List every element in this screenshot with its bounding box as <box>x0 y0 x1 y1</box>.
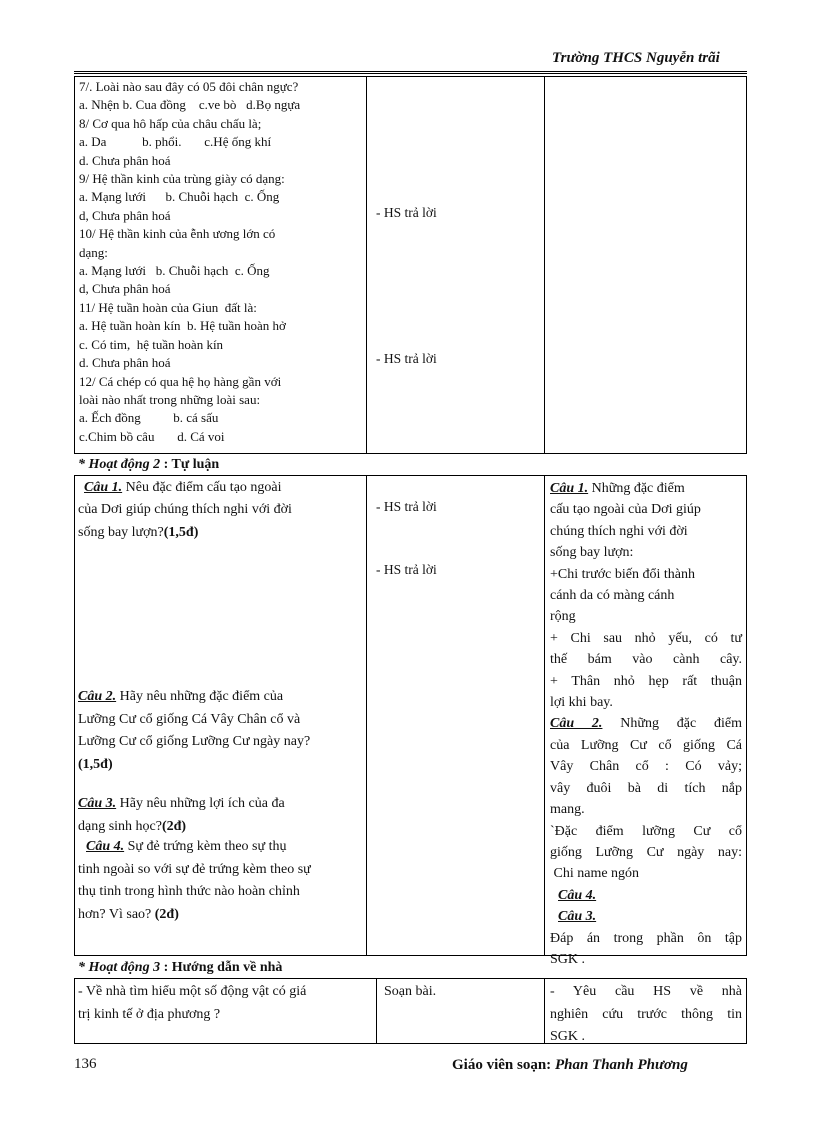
answer-line: lợi khi bay. <box>550 695 613 711</box>
answer-line: + Chi sau nhỏ yếu, có tư <box>550 630 742 646</box>
question-line: d. Chưa phân hoá <box>79 355 171 371</box>
question-3-points: (2đ) <box>161 818 187 834</box>
section2-col-divider-2 <box>544 475 545 956</box>
question-2-line2: Lưỡng Cư cổ giống Cá Vây Chân cổ và <box>78 711 301 727</box>
answer-column <box>550 478 742 970</box>
teacher-label: Giáo viên soạn: <box>452 1057 555 1073</box>
question-line: a. Da b. phổi. c.Hệ ống khí <box>79 134 272 150</box>
question-line: dạng: <box>79 244 108 260</box>
question-2-label: Câu 2. <box>78 689 117 704</box>
answer-2-label: Câu 2. <box>550 716 603 732</box>
answer-line: +Chi trước biến đổi thành <box>550 566 695 582</box>
question-line: 10/ Hệ thần kinh của ễnh ương lớn có <box>79 226 276 242</box>
section2-title-label: * Hoạt động 2 <box>78 457 161 472</box>
answer-line: Vây Chân cổ : Có vảy; <box>550 759 742 775</box>
answer-line: cấu tạo ngoài của Dơi giúp <box>550 502 701 518</box>
answer-1-lines <box>550 499 742 627</box>
teacher-name: Phan Thanh Phương <box>554 1057 688 1073</box>
header-divider <box>74 71 747 74</box>
homework-request-line1: - Yêu cầu HS về nhà <box>550 984 742 999</box>
answer-4-label: Câu 4. <box>558 887 597 903</box>
section3-title-label: * Hoạt động 3 <box>78 960 161 975</box>
question-2-points: (1,5đ) <box>78 756 113 772</box>
answer-line: cánh da có màng cánh <box>550 588 675 604</box>
school-header: Trường THCS Nguyễn trãi <box>552 50 720 66</box>
question-4 <box>78 836 362 926</box>
page-number: 136 <box>74 1056 97 1072</box>
answer-line: mang. <box>550 802 585 818</box>
question-4-line3: thụ tinh trong hình thức nào hoàn chỉnh <box>78 884 300 899</box>
answer-1-label: Câu 1. <box>550 481 589 496</box>
question-1-line3: sống bay lượn? <box>78 524 164 540</box>
answer-line: giống Lưỡng Cư ngày nay: <box>550 844 742 860</box>
answer-line: sống bay lượn: <box>550 545 634 561</box>
section3-col-divider-2 <box>544 978 545 1044</box>
answer-1-text: Những đặc điểm <box>588 481 685 496</box>
question-line: a. Mạng lưới b. Chuỗi hạch c. Ống <box>79 263 270 279</box>
homework-task-line2: trị kinh tế ở địa phương ? <box>78 1006 221 1022</box>
answer-2-lines <box>550 735 742 885</box>
answer-line: Chi name ngón <box>550 866 640 882</box>
answer-3-label: Câu 3. <box>558 909 597 925</box>
question-line: c. Có tim, hệ tuần hoàn kín <box>79 336 224 352</box>
question-line: d. Chưa phân hoá <box>79 152 171 168</box>
homework-task <box>78 981 374 1026</box>
section2-title-rest: : Tự luận <box>160 457 220 472</box>
answer-line: vây đuôi bà di tích nắp <box>550 780 742 796</box>
homework-middle: Soạn bài. <box>384 984 437 999</box>
section1-hs-answer-1: - HS trả lời <box>376 205 437 220</box>
question-2-text: Hãy nêu những đặc điểm của <box>116 689 284 704</box>
section2-col-divider-1 <box>366 475 367 956</box>
question-line: a. Ếch đồng b. cá sấu <box>79 410 219 426</box>
question-1-points: (1,5đ) <box>163 524 199 540</box>
question-line: 7/. Loài nào sau đây có 05 đôi chân ngực? <box>79 79 299 94</box>
answer-line: rộng <box>550 609 576 625</box>
question-line: c.Chim bồ câu d. Cá voi <box>79 428 225 444</box>
question-line: loài nào nhất trong những loài sau: <box>79 391 261 407</box>
answer-2-text: Những đặc điểm <box>602 716 742 732</box>
section3-col-divider-1 <box>376 978 377 1044</box>
question-line: a. Mạng lưới b. Chuỗi hạch c. Ống <box>79 189 280 205</box>
question-line: d, Chưa phân hoá <box>79 207 171 223</box>
homework-request <box>550 981 742 1049</box>
question-line: d, Chưa phân hoá <box>79 281 171 297</box>
homework-request-line2: nghiên cứu trước thông tin <box>550 1006 742 1022</box>
question-3 <box>78 793 362 838</box>
question-line: 9/ Hệ thần kinh của trùng giày có dạng: <box>79 171 285 187</box>
answer-line: của Lưỡng Cư cổ giống Cá <box>550 737 742 753</box>
question-4-line4: hơn? Vì sao? <box>78 906 155 922</box>
teacher-credit <box>452 1057 688 1074</box>
homework-task-line1: - Về nhà tìm hiểu một số động vật có giá <box>78 984 307 999</box>
question-3-line2: dạng sinh học? <box>78 818 162 834</box>
question-4-line2: tinh ngoài so với sự đẻ trứng kèm theo sự <box>78 861 311 877</box>
question-3-label: Câu 3. <box>78 796 117 811</box>
question-2-line3: Lưỡng Cư cổ giống Lưỡng Cư ngày nay? <box>78 734 311 749</box>
section2-title <box>78 457 219 473</box>
homework-request-line3: SGK . <box>550 1029 586 1044</box>
question-4-points: (2đ) <box>154 906 179 922</box>
question-1-line2: của Dơi giúp chúng thích nghi với đời <box>78 502 292 517</box>
question-1-label: Câu 1. <box>84 480 123 495</box>
answer-line: `Đặc điểm lưỡng Cư cổ <box>550 823 742 839</box>
question-1 <box>84 477 364 500</box>
question-line: a. Hệ tuần hoàn kín b. Hệ tuần hoàn hở <box>79 318 286 334</box>
question-line: a. Nhện b. Cua đồng c.ve bò d.Bọ ngựa <box>79 97 301 113</box>
question-line: 8/ Cơ qua hô hấp của châu chấu là; <box>79 115 262 131</box>
section2-hs-answer-2: - HS trả lời <box>376 562 437 577</box>
answer-final-line2: SGK . <box>550 951 586 967</box>
question-1-text: Nêu đặc điểm cấu tạo ngoài <box>122 480 282 495</box>
question-line: 11/ Hệ tuần hoàn của Giun đất là: <box>79 299 257 315</box>
answer-line: + Thân nhỏ hẹp rất thuận <box>550 673 742 689</box>
section1-hs-answer-2: - HS trả lời <box>376 351 437 366</box>
question-1-cont <box>78 499 362 544</box>
answer-final-line1: Đáp án trong phần ôn tập <box>550 930 742 946</box>
question-2 <box>78 686 362 776</box>
section1-col-divider-2 <box>544 76 545 454</box>
question-line: 12/ Cá chép có qua hệ họ hàng gần với <box>79 373 282 389</box>
answer-line: thế bám vào cành cây. <box>550 652 742 668</box>
section2-hs-answer-1: - HS trả lời <box>376 499 437 514</box>
section1-question-list <box>79 78 367 446</box>
answer-1-justified-lines <box>550 628 742 714</box>
question-4-label: Câu 4. <box>86 839 125 854</box>
section3-title-rest: : Hướng dẫn về nhà <box>160 960 283 975</box>
section3-title <box>78 960 282 976</box>
answer-line: chúng thích nghi với đời <box>550 523 688 539</box>
question-3-text: Hãy nêu những lợi ích của đa <box>116 796 285 811</box>
question-4-text: Sự đẻ trứng kèm theo sự thụ <box>124 839 287 854</box>
